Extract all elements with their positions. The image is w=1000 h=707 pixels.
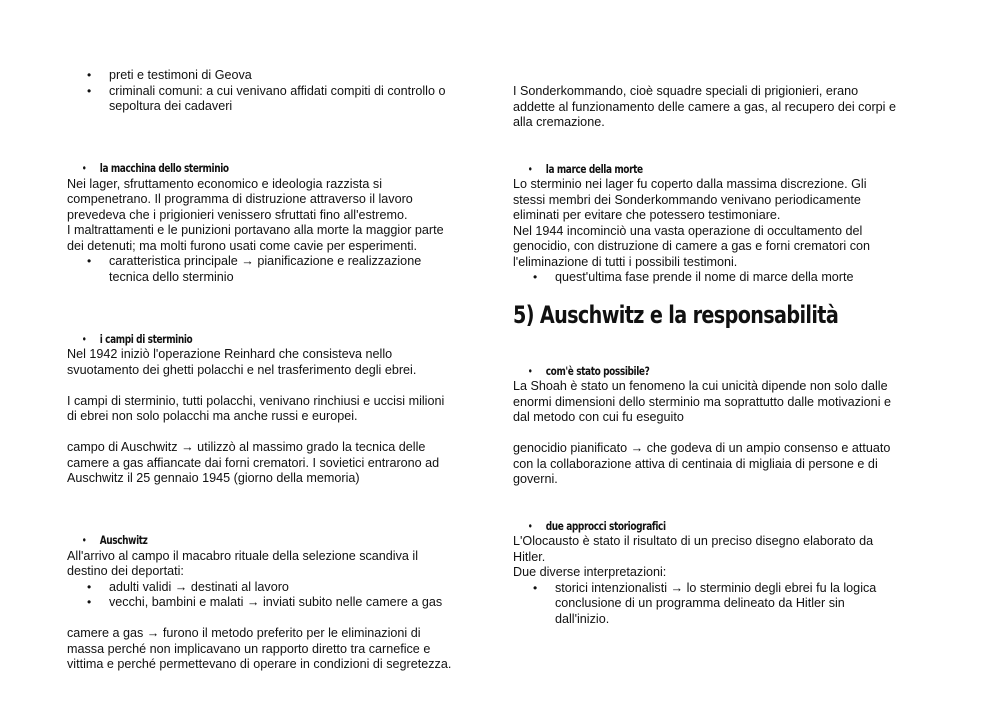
section-title: 5) Auschwitz e la responsabilità bbox=[513, 300, 839, 329]
paragraph-line: I maltrattamenti e le punizioni portavano alla morte la maggior parte bbox=[67, 223, 444, 237]
section-heading: • Auschwitz bbox=[67, 533, 505, 549]
paragraph-line: genocidio pianificato → che godeva di un ampio consenso e attuato bbox=[513, 441, 891, 455]
paragraph-line: L'Olocausto è stato il risultato di un preciso disegno elaborato da bbox=[513, 534, 874, 548]
paragraph-line: alla cremazione. bbox=[513, 115, 605, 129]
paragraph-line: dal metodo con cui fu eseguito bbox=[513, 410, 684, 424]
paragraph-line: I Sonderkommando, cioè squadre speciali di prigionieri, erano bbox=[513, 84, 859, 98]
section-heading: • com'è stato possibile? bbox=[513, 364, 951, 380]
paragraph-line: La Shoah è stato un fenomeno la cui unicità dipende non solo dalle bbox=[513, 379, 888, 393]
list-item: • caratteristica principale → pianificazione e realizzazione tecnica dello sterminio bbox=[67, 254, 449, 285]
paragraph-line: compenetrano. Il programma di distruzione attraverso il lavoro bbox=[67, 192, 413, 206]
paragraph-line: enormi dimensioni dello sterminio ma soprattutto dalle motivazioni e bbox=[513, 394, 891, 409]
paragraph-line: Hitler. bbox=[513, 549, 546, 564]
paragraph-line: massa perché non implicavano un rapporto diretto tra carnefice e bbox=[67, 641, 431, 656]
paragraph-line: di ebrei non solo polacchi ma anche russi e europei. bbox=[67, 409, 358, 423]
paragraph-line: stessi membri dei Sonderkommando venivano periodicamente bbox=[513, 192, 861, 207]
paragraph-line: campo di Auschwitz → utilizzò al massimo grado la tecnica delle bbox=[67, 440, 426, 454]
section-heading: • la marce della morte bbox=[513, 162, 951, 178]
paragraph-line: eliminati per evitare che potessero testimoniare. bbox=[513, 208, 781, 222]
paragraph-line: Nel 1942 iniziò l'operazione Reinhard che consisteva nello bbox=[67, 347, 393, 361]
paragraph-line: prevedeva che i prigionieri venissero sfruttati fino all'estremo. bbox=[67, 207, 408, 222]
paragraph-line: Due diverse interpretazioni: bbox=[513, 565, 667, 579]
paragraph-line: camere a gas affiancate dai forni crematori. I sovietici entrarono ad bbox=[67, 455, 440, 470]
list-item: • quest'ultima fase prende il nome di marce della morte bbox=[513, 270, 925, 286]
paragraph-line: governi. bbox=[513, 472, 558, 486]
section-heading: • i campi di sterminio bbox=[67, 332, 505, 348]
paragraph-line: con la collaborazione attiva di centinaia di migliaia di persone e di bbox=[513, 456, 878, 471]
paragraph-line: Auschwitz il 25 gennaio 1945 (giorno della memoria) bbox=[67, 471, 360, 485]
paragraph-line: genocidio, con distruzione di camere a gas e forni crematori con bbox=[513, 239, 871, 253]
paragraph-line: camere a gas → furono il metodo preferito per le eliminazioni di bbox=[67, 626, 421, 640]
paragraph-line: All'arrivo al campo il macabro rituale della selezione scandiva il bbox=[67, 548, 418, 563]
paragraph-line: svuotamento dei ghetti polacchi e nel trasferimento degli ebrei. bbox=[67, 362, 417, 377]
paragraph-line: dei detenuti; ma molti furono usati come cavie per esperimenti. bbox=[67, 238, 417, 253]
list-item: • vecchi, bambini e malati → inviati subito nelle camere a gas bbox=[67, 595, 487, 611]
section-heading: • la macchina dello sterminio bbox=[67, 161, 505, 177]
left-column bbox=[67, 68, 487, 673]
paragraph-line: l'eliminazione di tutti i possibili testimoni. bbox=[513, 254, 738, 269]
paragraph-line: vittima e perché permettevano di operare in condizioni di segretezza. bbox=[67, 657, 452, 671]
paragraph-line: Nel 1944 incominciò una vasta operazione di occultamento del bbox=[513, 223, 863, 238]
paragraph-line: Lo sterminio nei lager fu coperto dalla massima discrezione. Gli bbox=[513, 177, 867, 191]
list-item: • adulti validi → destinati al lavoro bbox=[67, 580, 487, 596]
section-heading: • due approcci storiografici bbox=[513, 519, 951, 535]
list-item: • criminali comuni: a cui venivano affidati compiti di controllo o sepoltura dei cadaveri bbox=[67, 84, 459, 115]
list-item: • storici intenzionalisti → lo sterminio degli ebrei fu la logica conclusione di un programma delineato da Hitler sin dall'inizio. bbox=[513, 581, 895, 628]
list-item: • preti e testimoni di Geova bbox=[67, 68, 487, 84]
right-column bbox=[513, 84, 925, 627]
paragraph-line: addette al funzionamento delle camere a gas, al recupero dei corpi e bbox=[513, 99, 896, 114]
top-list bbox=[67, 68, 487, 115]
paragraph-line: destino dei deportati: bbox=[67, 564, 184, 578]
paragraph-line: I campi di sterminio, tutti polacchi, venivano rinchiusi e uccisi milioni bbox=[67, 393, 445, 408]
paragraph-line: Nei lager, sfruttamento economico e ideologia razzista si bbox=[67, 176, 383, 191]
